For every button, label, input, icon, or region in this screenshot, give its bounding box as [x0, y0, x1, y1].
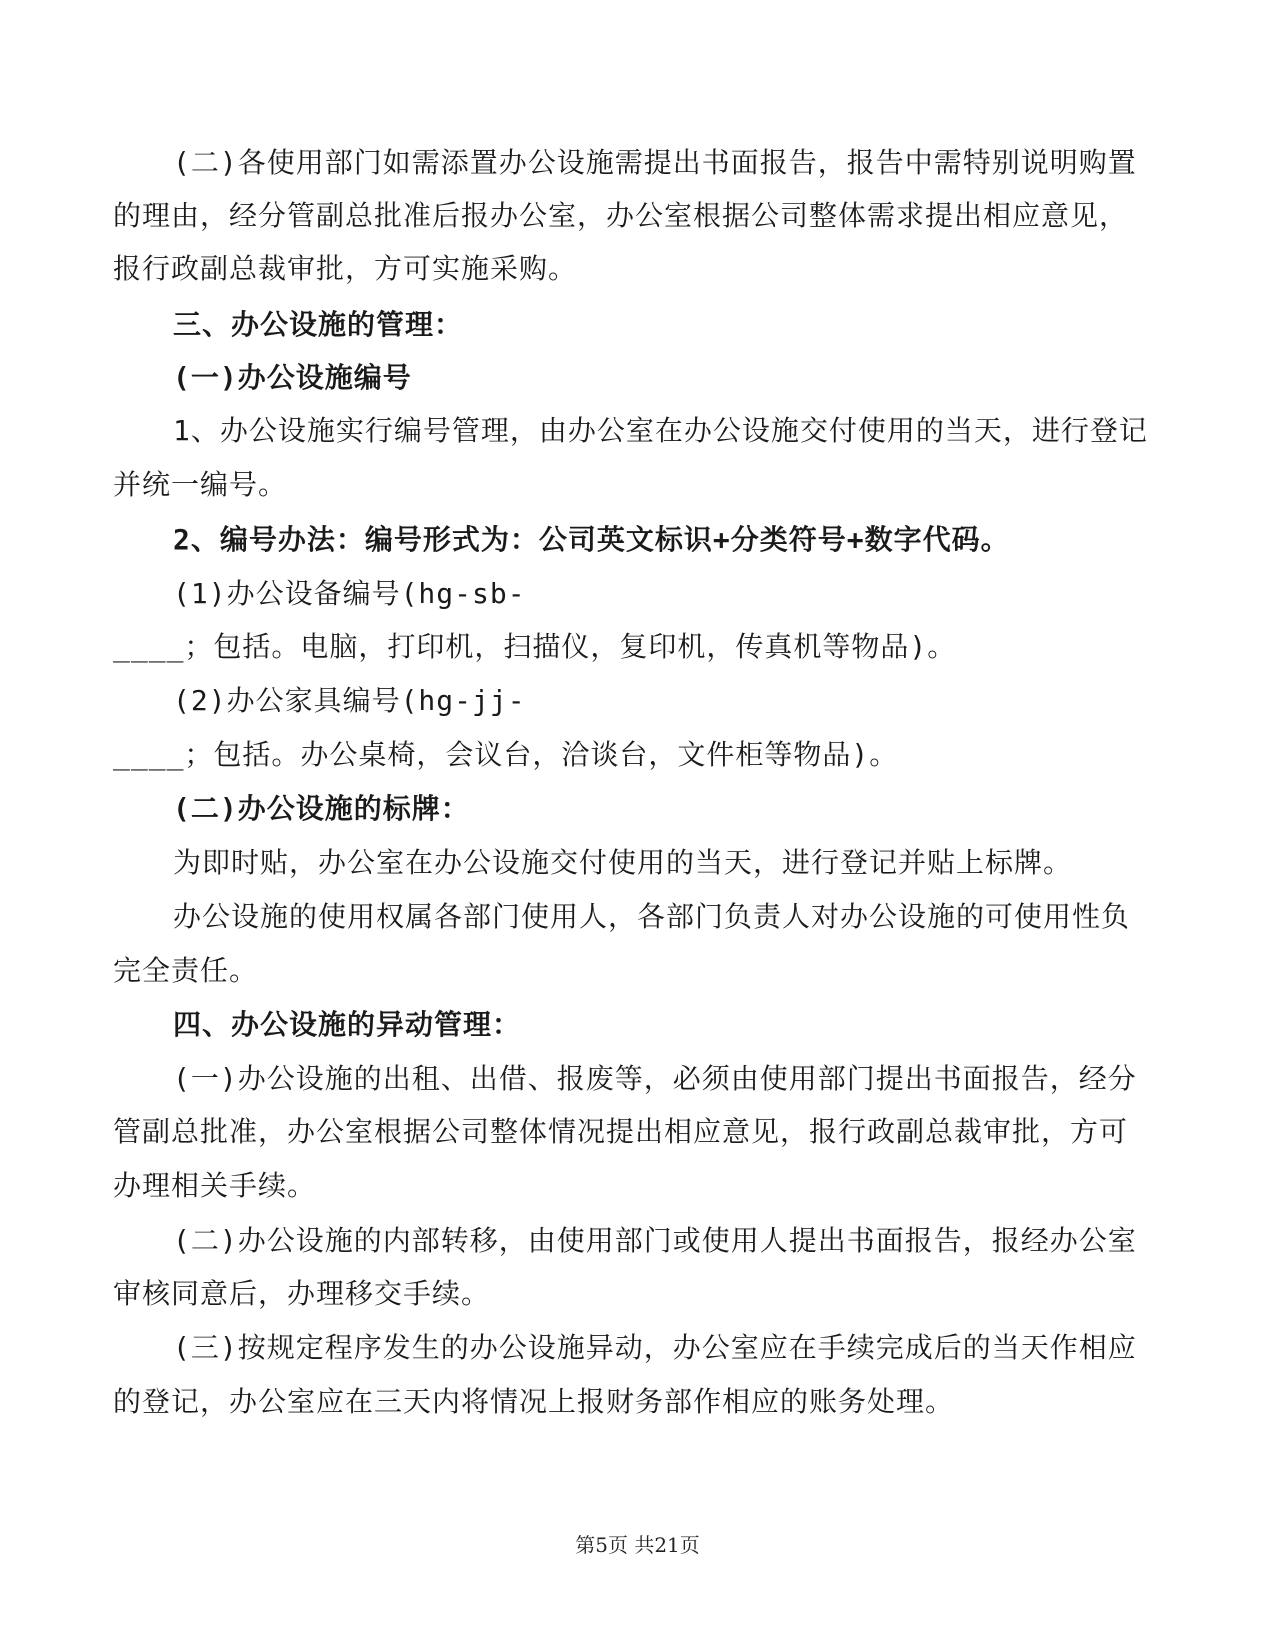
paragraph-line: (2)办公家具编号(hg-jj- — [173, 684, 526, 717]
paragraph-line: 办公设施的使用权属各部门使用人，各部门负责人对办公设施的可使用性负 — [173, 900, 1131, 933]
subsection-heading: (二)办公设施的标牌： — [173, 792, 470, 825]
paragraph-line: (三)按规定程序发生的办公设施异动，办公室应在手续完成后的当天作相应 — [173, 1331, 1137, 1364]
paragraph-line: 1、办公设施实行编号管理，由办公室在办公设施交付使用的当天，进行登记 — [173, 414, 1148, 447]
paragraph-line: (1)办公设备编号(hg-sb- — [173, 577, 526, 610]
paragraph-line: 管副总批准，办公室根据公司整体情况提出相应意见，报行政副总裁审批，方可 — [113, 1115, 1129, 1148]
paragraph-line: (二)各使用部门如需添置办公设施需提出书面报告，报告中需特别说明购置 — [173, 146, 1137, 179]
paragraph-line: ____；包括。办公桌椅，会议台，洽谈台，文件柜等物品)。 — [113, 738, 899, 771]
paragraph-line: 审核同意后，办理移交手续。 — [113, 1277, 491, 1310]
subsection-heading: 2、编号办法：编号形式为：公司英文标识+分类符号+数字代码。 — [173, 523, 1010, 556]
section-heading: 四、办公设施的异动管理： — [173, 1008, 522, 1041]
paragraph-line: 办理相关手续。 — [113, 1169, 317, 1202]
paragraph-line: 报行政副总裁审批，方可实施采购。 — [113, 252, 578, 285]
paragraph-line: ____；包括。电脑，打印机，扫描仪，复印机，传真机等物品)。 — [113, 630, 957, 663]
paragraph-line: 的理由，经分管副总批准后报办公室，办公室根据公司整体需求提出相应意见， — [113, 199, 1129, 232]
subsection-heading: (一)办公设施编号 — [173, 361, 412, 394]
section-heading: 三、办公设施的管理： — [173, 308, 464, 341]
paragraph-line: (一)办公设施的出租、出借、报废等，必须由使用部门提出书面报告，经分 — [173, 1062, 1137, 1095]
paragraph-line: 为即时贴，办公室在办公设施交付使用的当天，进行登记并贴上标牌。 — [173, 846, 1073, 879]
paragraph-line: (二)办公设施的内部转移，由使用部门或使用人提出书面报告，报经办公室 — [173, 1224, 1137, 1257]
page-number-footer: 第5页 共21页 — [575, 1533, 700, 1557]
paragraph-line: 并统一编号。 — [113, 468, 288, 501]
paragraph-line: 的登记，办公室应在三天内将情况上报财务部作相应的账务处理。 — [113, 1385, 955, 1418]
paragraph-line: 完全责任。 — [113, 954, 259, 987]
